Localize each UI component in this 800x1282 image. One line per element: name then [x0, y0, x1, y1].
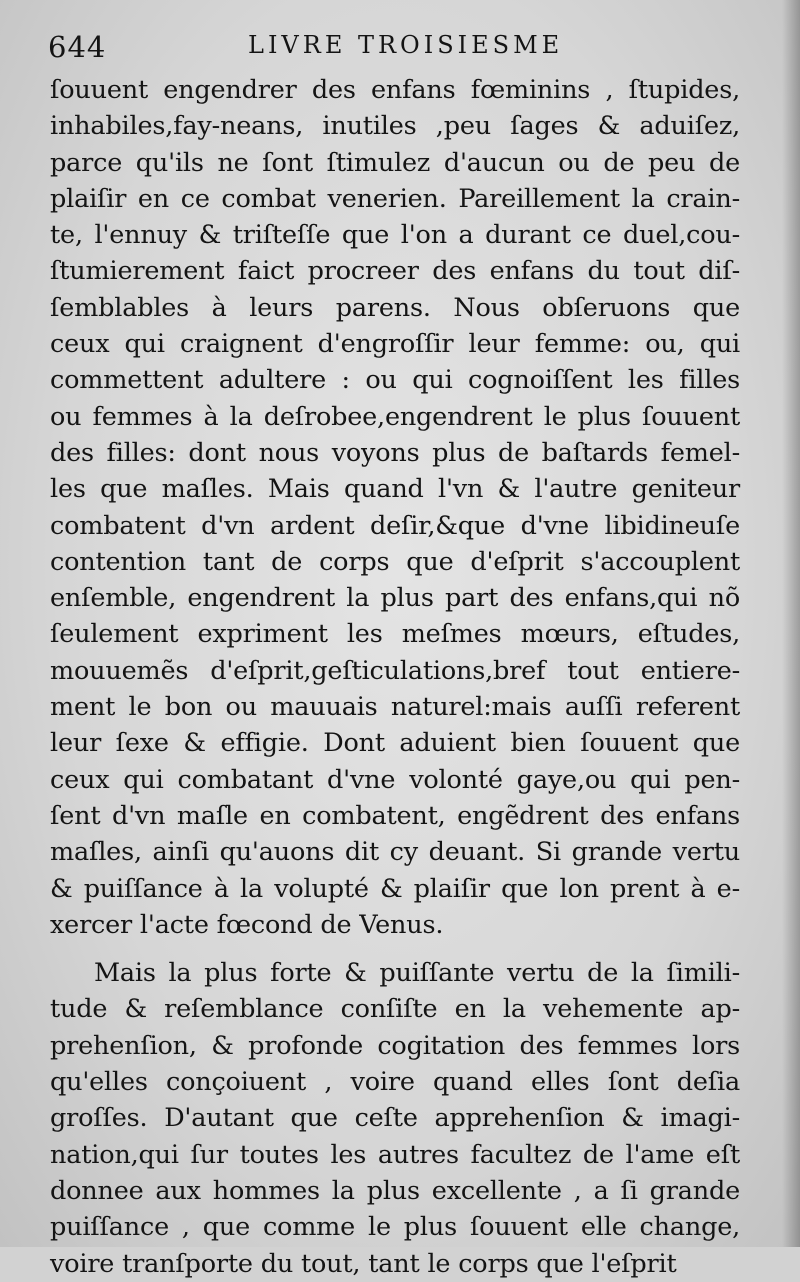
text-line: nation,qui ſur toutes les autres facultez de l'ame eſt — [50, 1139, 740, 1170]
text-line: ſeulement expriment les meſmes mœurs, eſtudes, — [50, 619, 740, 650]
text-line: voire tranſporte du tout, tant le corps que l'eſprit — [50, 1248, 677, 1279]
text-line: Mais la plus forte & puiſſante vertu de la ſimili- — [94, 958, 740, 989]
text-line: ſtumierement faict procreer des enfans du tout diſ- — [50, 256, 740, 287]
text-line: plaiſir en ce combat venerien. Pareillement la crain- — [50, 183, 740, 214]
text-line: commettent adultere : ou qui cognoiſſent les filles — [50, 365, 740, 396]
text-line: combatent d'vn ardent deſir,&que d'vne libidineuſe — [50, 510, 740, 541]
text-line: tude & reſemblance conſiſte en la vehemente ap- — [50, 994, 740, 1025]
text-line: prehenſion, & profonde cogitation des femmes lors — [50, 1030, 740, 1061]
body-text — [50, 72, 740, 1282]
text-line: ceux qui craignent d'engroſſir leur femme: ou, qui — [50, 329, 740, 360]
text-line: & puiſſance à la volupté & plaiſir que lon prent à e- — [50, 873, 740, 904]
text-line: leur ſexe & effigie. Dont aduient bien ſouuent que — [50, 728, 740, 759]
text-line: xercer l'acte fœcond de Venus. — [50, 909, 444, 940]
text-line: mouuemẽs d'eſprit,geſticulations,bref tout entiere- — [50, 655, 740, 686]
text-line: te, l'ennuy & triſteſſe que l'on a durant ce duel,cou- — [50, 220, 740, 251]
text-line: ment le bon ou mauuais naturel:mais auſſi referent — [50, 692, 740, 723]
text-line: des filles: dont nous voyons plus de baſtards femel- — [50, 437, 740, 468]
text-line: maſles, ainſi qu'auons dit cy deuant. Si grande vertu — [50, 837, 740, 868]
text-line: enſemble, engendrent la plus part des enfans,qui nõ — [50, 583, 740, 614]
text-line: puiſſance , que comme le plus ſouuent elle change, — [50, 1212, 740, 1243]
page-header — [48, 30, 628, 64]
text-line: donnee aux hommes la plus excellente , a ſi grande — [50, 1175, 740, 1206]
text-line: contention tant de corps que d'eſprit s'accouplent — [50, 546, 740, 577]
text-line: ceux qui combatant d'vne volonté gaye,ou qui pen- — [50, 764, 740, 795]
text-line: ſemblables à leurs parens. Nous obſeruons que — [50, 292, 740, 323]
text-line: les que maſles. Mais quand l'vn & l'autre geniteur — [50, 474, 740, 505]
text-line: ou femmes à la deſrobee,engendrent le plus ſouuent — [50, 401, 740, 432]
page-number: 644 — [48, 30, 107, 64]
running-title: LIVRE TROISIESME — [248, 31, 564, 59]
text-line: parce qu'ils ne ſont ſtimulez d'aucun ou de peu de — [50, 147, 740, 178]
text-line: inhabiles,fay-neans, inutiles ,peu ſages & aduiſez, — [50, 111, 740, 142]
text-line: ſouuent engendrer des enfans fœminins , ſtupides, — [50, 75, 740, 105]
text-line: groſſes. D'autant que ceſte apprehenſion & imagi- — [50, 1103, 740, 1134]
text-line: qu'elles conçoiuent , voire quand elles ſont deſia — [50, 1067, 740, 1098]
text-line: ſent d'vn maſle en combatent, engẽdrent des enfans — [50, 800, 740, 831]
